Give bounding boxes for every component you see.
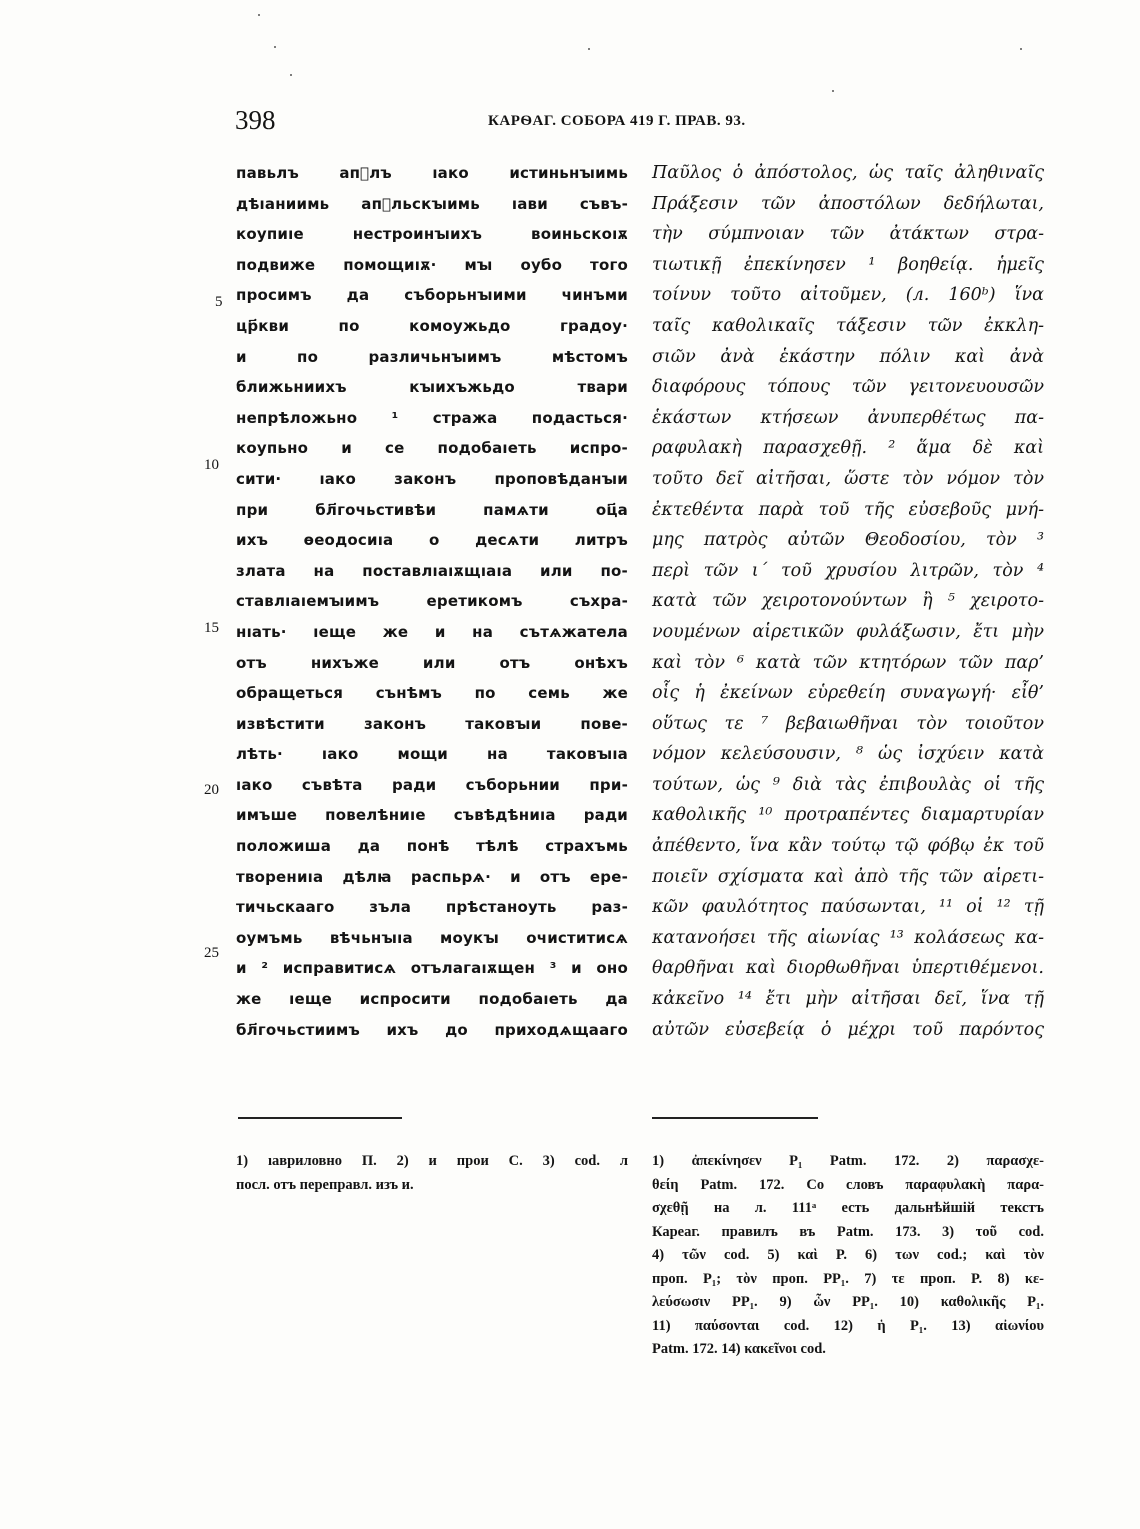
greek-text-line: διαφόρους τόπους τῶν γειτονευουσῶν xyxy=(652,377,1044,398)
greek-text-line: τοῦτο δεῖ αἰτῆσαι, ὥστε τὸν νόμον τὸν xyxy=(652,468,1044,489)
slavonic-text-line: непрѣложьно ¹ стража подасться· xyxy=(236,408,628,427)
slavonic-text-line: творениıа дѣлꙗ распьрѧ· и отъ ере- xyxy=(236,867,628,886)
slavonic-text-line: ихъ ѳеодосиıа о десѧти литръ xyxy=(236,531,628,550)
slavonic-text-line: ставлıаıемꙑимъ еретикомъ съхра- xyxy=(236,592,628,611)
footnote-divider-right xyxy=(652,1117,818,1119)
greek-text-line: ἀπέθεντο, ἵνα κἂν τούτῳ τῷ φόβῳ ἐκ τοῦ xyxy=(652,836,1044,857)
slavonic-text-line: нıать· ıеще же и на сътѧжатела xyxy=(236,622,628,641)
greek-text-line: κατὰ τῶν χειροτονούντων ἢ ⁵ χειροτο- xyxy=(652,591,1044,612)
greek-text-line: τοίνυν τοῦτο αἰτοῦμεν, (л. 160ᵇ) ἵνα xyxy=(652,285,1044,306)
page-header xyxy=(235,105,1045,137)
slavonic-text-line: тичьскааго зъла прѣстаноуть раз- xyxy=(236,898,628,917)
greek-text-line: ραφυλακὴ παρασχεθῇ. ² ἅμα δὲ καὶ xyxy=(652,438,1044,459)
scan-speck xyxy=(258,14,260,16)
slavonic-text-line: при бл҃гочьстивѣи памѧти оц҃а xyxy=(236,500,628,519)
greek-text-line: οἷς ἡ ἐκείνων εὑρεθείη συναγωγή· εἶθ’ xyxy=(652,683,1044,704)
slavonic-text-line: коупиıе нестроинꙑихъ воиньскоıѫ xyxy=(236,225,628,244)
slavonic-text-line: лѣть· ıако мощи на таковꙑıа xyxy=(236,745,628,764)
greek-text-line: οὕτως τε ⁷ βεβαιωθῆναι τὸν τοιοῦτον xyxy=(652,713,1044,734)
slavonic-text-line: отъ нихъже или отъ онѣхъ xyxy=(236,653,628,672)
line-number-20: 20 xyxy=(204,782,219,798)
footnote-line: σχεθῇ на л. 111ᵃ есть дальнѣйшій текстъ xyxy=(652,1200,1044,1216)
slavonic-text-line: сити· ıако законъ проповѣданꙑи xyxy=(236,469,628,488)
slavonic-text-line: и по различьнꙑимъ мѣстомъ xyxy=(236,347,628,366)
greek-text-line: θαρθῆναι καὶ διορθωθῆναι ὑπερτιθέμενοι. xyxy=(652,958,1044,979)
slavonic-text-line: ıако съвѣта ради съборьнии при- xyxy=(236,775,628,794)
footnote-line: λεύσωσιν PP₁. 9) ὧν PP₁. 10) καθολικῆς P₁. xyxy=(652,1294,1044,1310)
greek-text-line: κατανοήσει τῆς αἰωνίας ¹³ κολάσεως κα- xyxy=(652,927,1044,948)
slavonic-text-line: и ² исправитисѧ отълагаıѫщен ³ и оно xyxy=(236,959,628,978)
slavonic-text-line: извѣстити законъ таковꙑи пове- xyxy=(236,714,628,733)
greek-text-line: ταῖς καθολικαῖς τάξεσιν τῶν ἐκκλη- xyxy=(652,315,1044,336)
greek-text-line: Πράξεσιν τῶν ἀποστόλων δεδήλωται, xyxy=(652,193,1044,214)
greek-text-line: ἑκάστων κτήσεων ἀνυπερθέτως πα- xyxy=(652,407,1044,428)
scan-speck xyxy=(274,46,276,48)
greek-text-line: σιῶν ἀνὰ ἑκάστην πόλιν καὶ ἀνὰ xyxy=(652,346,1044,367)
slavonic-text-line: бл҃гочьстиимъ ихъ до приходѧщааго xyxy=(236,1020,628,1039)
slavonic-text-line: просимъ да съборьнꙑими чинъми xyxy=(236,286,628,305)
footnote-line: 11) παύσονται cod. 12) ἡ P₁. 13) αἰωνίου xyxy=(652,1317,1044,1334)
page-number: 398 xyxy=(235,105,276,135)
scan-speck xyxy=(1020,48,1022,50)
greek-text-column xyxy=(652,158,1044,1045)
slavonic-text-line: коупьно и се подобаıеть испро- xyxy=(236,439,628,458)
footnote-line: Patm. 172. 14) κακεῖνοι cod. xyxy=(652,1341,826,1357)
greek-text-line: καὶ τὸν ⁶ κατὰ τῶν κτητόρων τῶν παρ’ xyxy=(652,652,1044,673)
scan-speck xyxy=(290,74,292,76)
line-number-5: 5 xyxy=(215,294,223,310)
footnote-line: проп. P₁; τὸν проп. PP₁. 7) τε проп. P. 8) κε- xyxy=(652,1270,1044,1287)
footnote-line: 4) τῶν cod. 5) καὶ P. 6) των cod.; καὶ τὸν xyxy=(652,1247,1044,1263)
slavonic-text-line: имъше повелѣниıе съвѣдѣниıа ради xyxy=(236,806,628,825)
footnote-line: 1) ıавриловно П. 2) и прои С. 3) cod. л xyxy=(236,1153,628,1169)
greek-text-line: ποιεῖν σχίσματα καὶ ἀπὸ τῆς τῶν αἱρετι- xyxy=(652,866,1044,887)
greek-text-line: κῶν φαυλότητος παύσωνται, ¹¹ οἱ ¹² τῇ xyxy=(652,897,1044,918)
slavonic-text-line: положиша да понѣ тѣлѣ страхъмь xyxy=(236,837,628,856)
greek-text-line: μης πατρὸς αὐτῶν Θεοδοσίου, τὸν ³ xyxy=(652,530,1044,551)
slavonic-text-line: подвиже помощиıѫ· мꙑ оубо того xyxy=(236,255,628,274)
greek-text-line: περὶ τῶν ι´ τοῦ χρυσίου λιτρῶν, τὸν ⁴ xyxy=(652,560,1044,581)
slavonic-text-line: же ıеще испросити подобаıеть да xyxy=(236,990,628,1009)
slavonic-text-line: ближьниихъ кꙑихъжьдо твари xyxy=(236,378,628,397)
slavonic-text-line: обращеться сънѣмъ по семь же xyxy=(236,684,628,703)
footnote-line: Кареаг. правилъ въ Patm. 173. 3) τοῦ cod. xyxy=(652,1223,1044,1240)
footnotes-right xyxy=(652,1150,1044,1362)
greek-text-line: τιωτικῇ ἐπεκίνησεν ¹ βοηθείᾳ. ἡμεῖς xyxy=(652,254,1044,275)
footnote-line: 1) ἀπεκίνησεν P₁ Patm. 172. 2) παρασχε- xyxy=(652,1153,1044,1169)
scan-speck xyxy=(588,48,590,50)
running-head: КАРѲАГ. СОБОРА 419 Г. ПРАВ. 93. xyxy=(488,113,746,129)
footnote-line: посл. отъ переправл. изъ и. xyxy=(236,1176,414,1193)
footnote-divider-left xyxy=(238,1117,402,1119)
greek-text-line: κἀκεῖνο ¹⁴ ἔτι μὴν αἰτῆσαι δεῖ, ἵνα τῇ xyxy=(652,989,1044,1010)
slavonic-text-line: цр҃кви по комоужьдо градоу· xyxy=(236,316,628,335)
line-number-15: 15 xyxy=(204,620,219,636)
greek-text-line: ἐκτεθέντα παρὰ τοῦ τῆς εὐσεβοῦς μνή- xyxy=(652,499,1044,520)
slavonic-text-column xyxy=(236,158,628,1045)
scan-speck xyxy=(832,90,834,92)
line-number-25: 25 xyxy=(204,945,219,961)
greek-text-line: νουμένων αἱρετικῶν φυλάξωσιν, ἔτι μὴν xyxy=(652,621,1044,642)
slavonic-text-line: злата на поставлıаıѫщıаıа или по- xyxy=(236,561,628,580)
greek-text-line: τὴν σύμπνοιαν τῶν ἀτάκτων στρα- xyxy=(652,224,1044,245)
slavonic-text-line: дѣıаниимь апⷭльскꙑимь ıави съвъ- xyxy=(236,194,628,213)
footnotes-left xyxy=(236,1150,628,1197)
slavonic-text-line: оумъмь вѣчьнꙑıа моукꙑ очиститисѧ xyxy=(236,928,628,947)
greek-text-line: τούτων, ὡς ⁹ διὰ τὰς ἐπιβουλὰς οἱ τῆς xyxy=(652,774,1044,795)
slavonic-text-line: павьлъ апⷭлъ ıако истиньнꙑимь xyxy=(236,164,628,182)
footnote-line: θείη Patm. 172. Со словъ παραφυλακὴ παρα- xyxy=(652,1176,1044,1193)
greek-text-line: καθολικῆς ¹⁰ προτραπέντες διαμαρτυρίαν xyxy=(652,805,1044,826)
line-number-10: 10 xyxy=(204,457,219,473)
greek-text-line: αὐτῶν εὐσεβείᾳ ὁ μέχρι τοῦ παρόντος xyxy=(652,1019,1044,1040)
greek-text-line: νόμον κελεύσουσιν, ⁸ ὡς ἰσχύειν κατὰ xyxy=(652,744,1044,765)
greek-text-line: Παῦλος ὁ ἀπόστολος, ὡς ταῖς ἀληθιναῖς xyxy=(652,163,1044,183)
